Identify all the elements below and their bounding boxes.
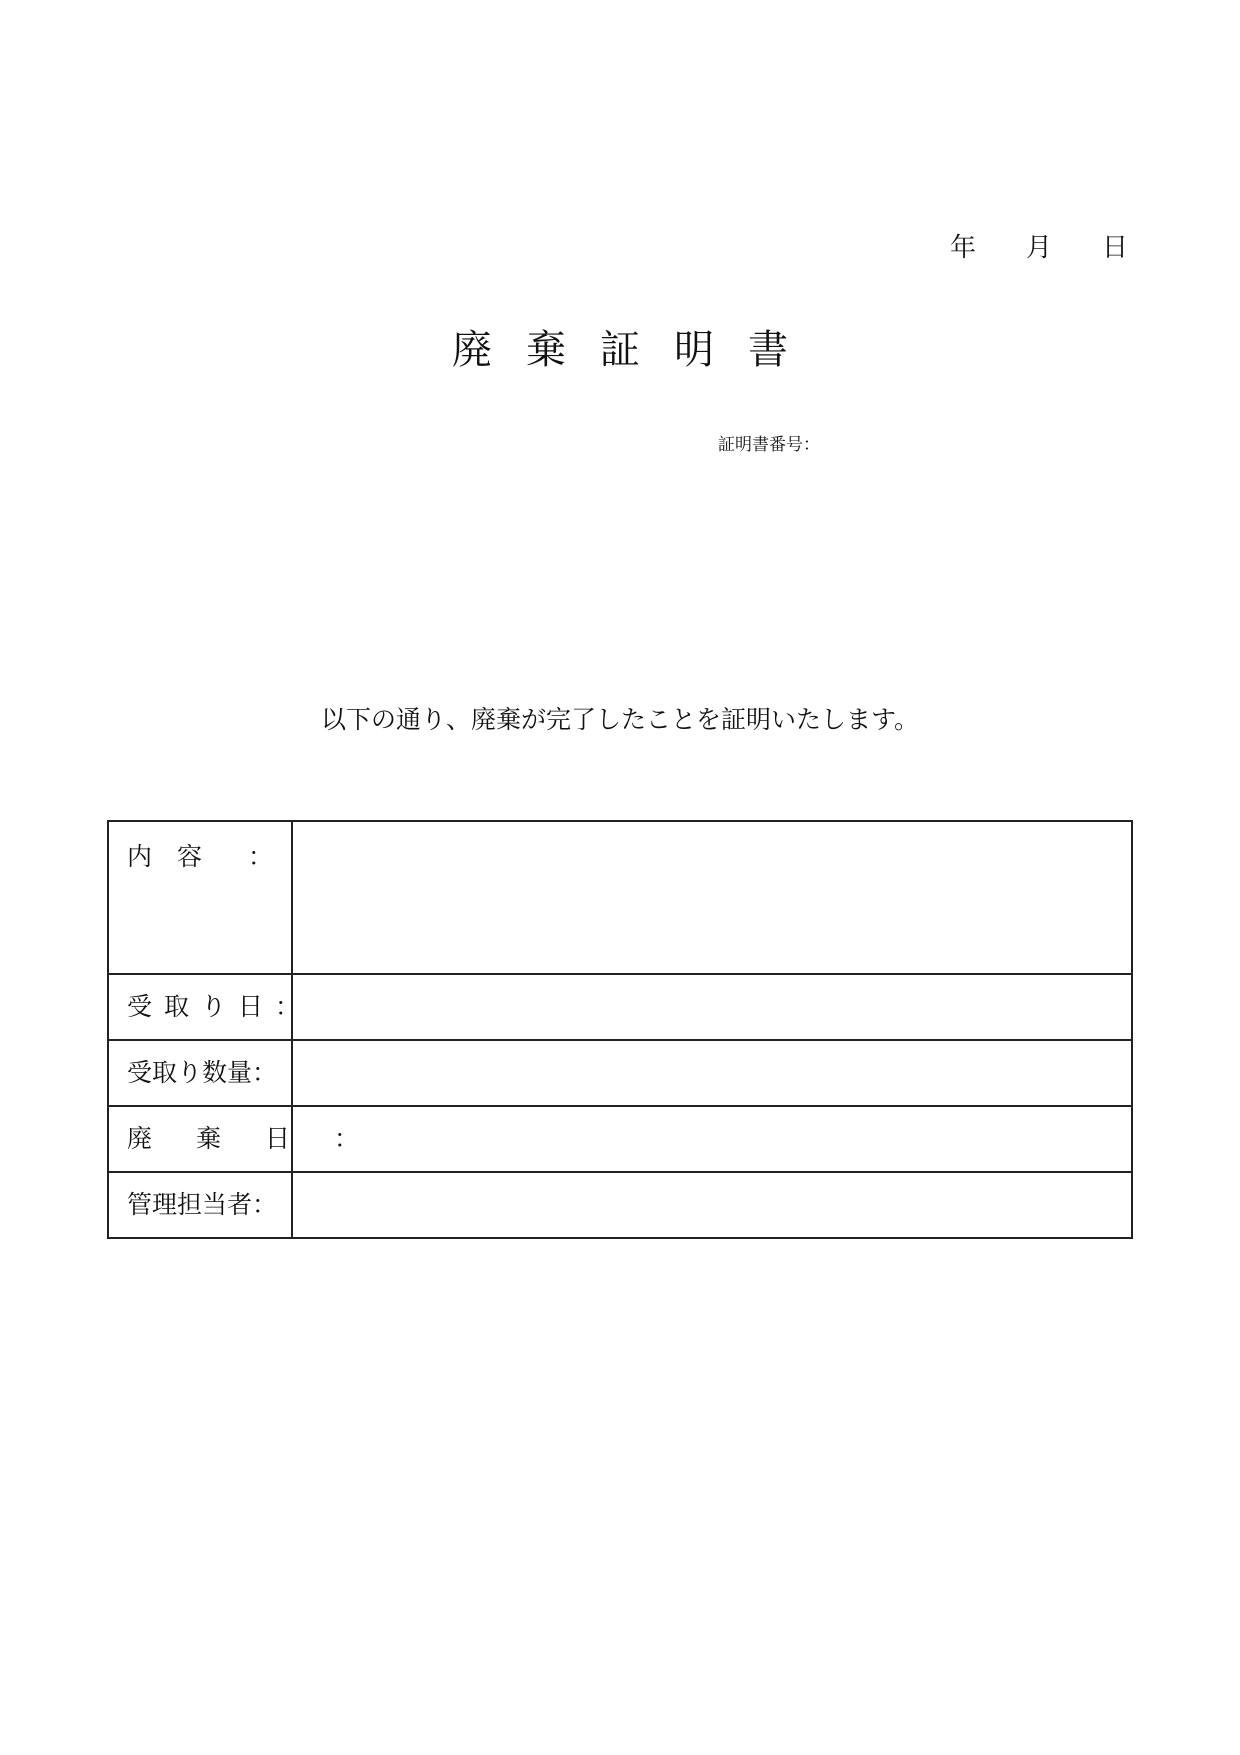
table-row-disposal-date: [108, 1106, 1132, 1172]
label-colon: ：: [252, 1190, 278, 1219]
document-title: 廃棄証明書: [452, 327, 822, 373]
row-label-receipt-quantity: 受取り数量: [127, 1058, 253, 1087]
label-colon: ：: [252, 1058, 278, 1087]
label-colon: ：: [247, 842, 273, 871]
receipt-date-value-field[interactable]: [292, 974, 1132, 1040]
label-colon: ：: [275, 992, 301, 1021]
label-cell: [108, 1172, 292, 1238]
manager-value-field[interactable]: [292, 1172, 1132, 1238]
date-line: [0, 228, 1240, 268]
disposal-date-value-field[interactable]: [292, 1106, 1132, 1172]
table-row-receipt-date: [108, 974, 1132, 1040]
row-label-receipt-date: 受取り日: [127, 992, 276, 1021]
label-cell: [108, 974, 301, 1040]
table-row-contents: [108, 821, 1132, 974]
row-label-disposal-date: 廃棄日: [127, 1124, 335, 1153]
row-label-manager: 管理担当者: [127, 1190, 253, 1219]
label-colon: ：: [334, 1124, 360, 1153]
table-row-manager: [108, 1172, 1132, 1238]
certification-statement: 以下の通り、廃棄が完了したことを証明いたします。: [320, 705, 919, 734]
label-cell: [108, 1106, 360, 1172]
day-unit: 日: [1102, 233, 1129, 263]
month-unit: 月: [1026, 233, 1053, 263]
disposal-details-table: [107, 820, 1133, 1239]
contents-value-field[interactable]: [292, 821, 1132, 974]
certificate-number-label: 証明書番号：: [718, 435, 820, 455]
year-unit: 年: [950, 233, 977, 263]
table-row-receipt-quantity: [108, 1040, 1132, 1106]
label-cell: [108, 821, 292, 974]
row-label-contents: 内 容: [127, 842, 203, 871]
label-cell: [108, 1040, 292, 1106]
receipt-quantity-value-field[interactable]: [292, 1040, 1132, 1106]
